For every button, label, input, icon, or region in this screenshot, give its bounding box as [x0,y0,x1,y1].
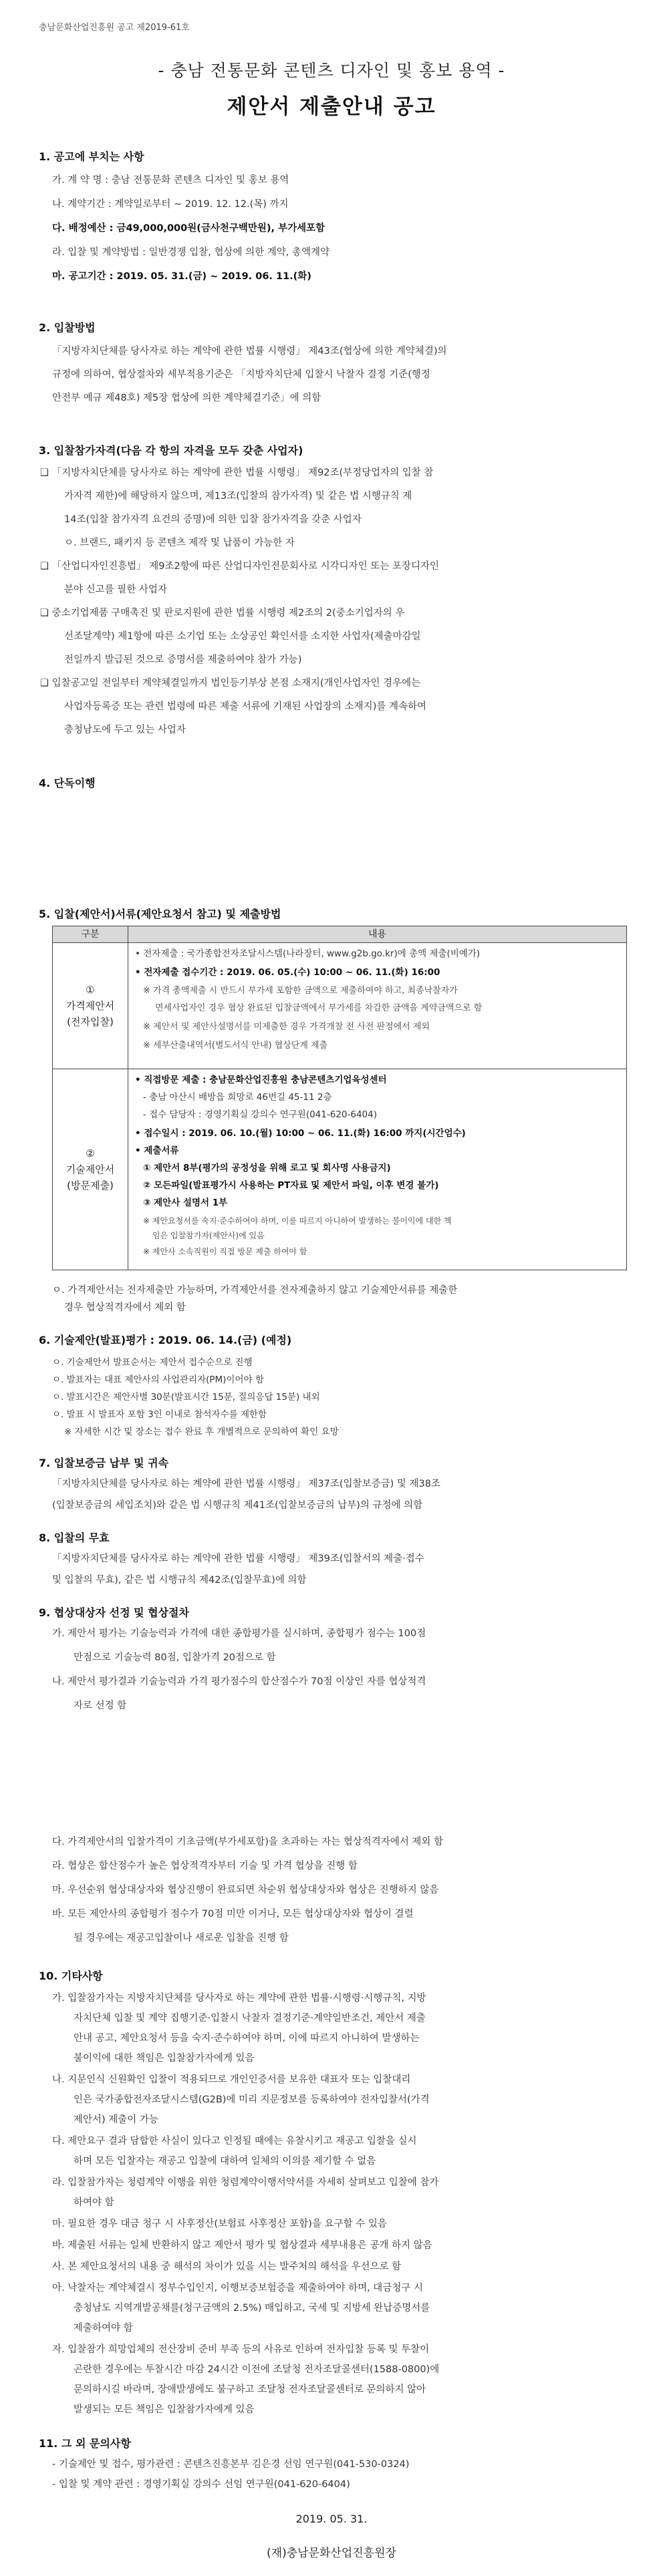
s10-line: 인은 국가종합전자조달시스템(G2B)에 미리 지문정보를 등록하여야 전자입찰서(가격 [74,2094,430,2105]
content-line: ※ 가격 총액제출 시 반드시 부가세 포함한 금액으로 제출하여야 하고, 최종낙찰자가 [143,986,458,996]
category-method: (전자입찰) [67,1016,114,1028]
s3-line: ❑ 「지방자치단체를 당사자로 하는 계약에 관한 법률 시행령」 제92조(부정당업자의 입찰 참 [40,468,434,478]
s3-line: ㅇ. 브랜드, 패키지 등 콘텐츠 제작 및 납품이 가능한 자 [64,538,295,548]
s10-line: 불이익에 대한 책임은 입찰참가자에게 있음 [74,2053,255,2064]
s6-line: ㅇ. 발표시간은 제안사별 30분(발표시간 15분, 질의응답 15분) 내외 [52,1392,320,1403]
s10-line: 하며 모든 입찰자는 재공고 입찰에 대하여 일체의 이의를 제기할 수 없음 [74,2156,376,2167]
tech-proposal-content [128,1069,627,1270]
issue-date: 2019. 05. 31. [295,2513,368,2525]
s10-line: 문의하시길 바라며, 장애발생에도 불구하고 조달청 전자조달콜센터로 문의하지 않아 [74,2384,426,2395]
s10-line: 발생되는 모든 책임은 입찰참가자에게 있음 [74,2404,255,2415]
s1-item: 가. 계 약 명 : 충남 전통문화 콘텐츠 디자인 및 홍보 용역 [52,175,289,186]
s9-line: 라. 협상은 합산점수가 높은 협상적격자부터 기술 및 가격 협상을 진행 함 [52,1861,358,1871]
content-line: • 전자제출 : 국가종합전자조달시스템(나라장터, www.g2b.go.kr)에 총액 제출(비예가) [135,948,481,959]
section-11-heading: 11. 그 외 문의사항 [39,2437,131,2450]
s10-line: 하여야 함 [74,2197,114,2208]
s10-line: 제안서) 제출이 가능 [74,2114,158,2125]
s9-line: 바. 모든 제안사의 종합평가 점수가 70점 미만 이거나, 모든 협상대상자와 협상이 결렬 [52,1909,414,1919]
content-line: - 접수 담당자 : 경영기획실 강의수 연구원(041-620-6404) [143,1109,377,1120]
section-1-heading: 1. 공고에 부치는 사항 [39,150,144,163]
s10-line: 자. 입찰참가 희망업체의 전산장비 준비 부족 등의 사유로 인하여 전자입찰 등록 및 투찰이 [52,2344,430,2355]
s10-line: 곤란한 경우에는 투찰시간 마감 24시간 이전에 조달청 전자조달콜센터(1588-0800)에 [74,2364,440,2375]
s1-item-period: 마. 공고기간 : 2019. 05. 31.(금) ~ 2019. 06. 11.(화) [52,271,311,282]
s6-line: ㅇ. 발표자는 대표 제안사의 사업관리자(PM)이어야 함 [52,1374,264,1385]
s6-line: ㅇ. 기술제안서 발표순서는 제안서 접수순으로 진행 [52,1357,253,1368]
s6-line: ※ 자세한 시간 및 장소는 접수 완료 후 개별적으로 문의하여 확인 요망 [64,1427,339,1437]
content-line: ① 제안서 8부(평가의 공정성을 위해 로고 및 회사명 사용금지) [143,1163,391,1173]
s1-item: 나. 계약기간 : 계약일로부터 ~ 2019. 12. 12.(목) 까지 [52,199,289,210]
s10-line: 마. 필요한 경우 대금 청구 시 사후정산(보험료 사후정산 포함)을 요구할 수 있음 [52,2219,387,2229]
category-label: 기술제안서 [65,1163,115,1175]
table-header-content: 내용 [128,926,627,943]
category-method: (방문제출) [67,1179,114,1191]
s9-line: 나. 제안서 평가결과 기술능력과 가격 평가점수의 합산점수가 70점 이상인 자를 협상적격 [52,1676,426,1687]
section-8-heading: 8. 입찰의 무효 [39,1531,110,1544]
section-5-heading: 5. 입찰(제안서)서류(제안요청서 참고) 및 제출방법 [39,908,281,920]
s10-line: 제출하여야 함 [74,2323,133,2334]
s9-line: 자로 선정 함 [74,1700,127,1711]
content-line: ※ 제안요청서를 숙지·준수하여야 하며, 이를 따르지 아니하여 발생하는 불이익에 대한 책 [143,1216,452,1226]
issuer-name: (재)충남문화산업진흥원장 [267,2547,396,2560]
s3-line: ❑ 입찰공고일 전일부터 계약체결일까지 법인등기부상 본점 소재지(개인사업자인 경우에는 [40,678,421,689]
page-title: 제안서 제출안내 공고 [227,95,436,119]
s8-line: 「지방자치단체를 당사자로 하는 계약에 관한 법률 시행령」 제39조(입찰서의 제출·접수 [52,1553,424,1564]
s3-line: 선조달계약) 제1항에 따른 소기업 또는 소상공인 확인서를 소지한 사업자(제출마감일 [64,631,421,642]
s10-line: 안내 공고, 제안요청서 등을 숙지·준수하여야 하며, 이에 따르지 아니하여 발생하는 [74,2033,420,2044]
s9-line: 마. 우선순위 협상대상자와 협상진행이 완료되면 차순위 협상대상자와 협상은 진행하지 않음 [52,1885,439,1895]
section-4-heading: 4. 단독이행 [39,777,96,789]
s7-line: 「지방자치단체를 당사자로 하는 계약에 관한 법률 시행령」 제37조(입찰보증금) 및 제38조 [52,1479,440,1489]
project-title: - 충남 전통문화 콘텐츠 디자인 및 홍보 용역 - [158,61,505,80]
s6-line: ㅇ. 발표 시 발표자 포함 3인 이내로 참석자수를 제한함 [52,1409,267,1420]
s3-line: 가자격 제한)에 해당하지 않으며, 제13조(입찰의 참가자격) 및 같은 법 시행규칙 제 [64,491,412,502]
s11-line: - 기술제안 및 접수, 평가관련 : 콘텐츠진흥본부 김은경 선임 연구원(041-530-0324) [52,2459,410,2470]
s10-line: 자치단체 입찰 및 계약 집행기준·입찰시 낙찰자 결정기준·계약일반조건, 제안서 제출 [74,2013,426,2024]
price-proposal-category [53,943,128,1069]
s2-line: 안전부 예규 제48호) 제5장 협상에 의한 계약체결기준」에 의함 [52,393,321,403]
s10-line: 라. 입찰참가자는 청렴계약 이행을 위한 청렴계약이행서약서를 자세히 살펴보고 입찰에 참가 [52,2177,439,2188]
tech-proposal-category [53,1069,128,1270]
s5-note: ㅇ. 가격제안서는 전자제출만 가능하며, 가격제안서를 전자제출하지 않고 기술제안서류를 제출한 [52,1285,458,1296]
s5-note: 경우 협상적격자에서 제외 함 [64,1302,186,1313]
s10-line: 가. 입찰참가자는 지방자치단체를 당사자로 하는 계약에 관한 법률·시행령·시행규칙, 지방 [52,1993,426,2004]
content-line: 임은 입찰참가자(제안사)에 있음 [152,1231,265,1240]
s1-item-budget: 다. 배정예산 : 금49,000,000원(금사천구백만원), 부가세포함 [52,223,325,234]
s3-line: 충청남도에 두고 있는 사업자 [64,725,186,735]
content-line: ③ 제안사 설명서 1부 [143,1198,228,1208]
s3-line: 전일까지 발급된 것으로 증명서를 제출하여야 참가 가능) [64,655,302,665]
content-line: • 직접방문 제출 : 충남문화산업진흥원 충남콘텐츠기업육성센터 [135,1075,387,1085]
s10-line: 바. 제출된 서류는 일체 반환하지 않고 제안서 평가 및 협상결과 세부내용은 공개 하지 않음 [52,2240,432,2251]
s3-line: ❑ 「산업디자인진흥법」 제9조2항에 따른 산업디자인전문회사로 시각디자인 또는 포장디자인 [40,561,439,572]
price-proposal-content [128,943,627,1069]
announcement-number: 충남문화산업진흥원 공고 제2019-61호 [39,23,190,33]
content-line: • 접수일시 : 2019. 06. 10.(월) 10:00 ~ 06. 11.(화) 16:00 까지(시간엄수) [135,1128,466,1139]
s9-line: 될 경우에는 재공고입찰이나 새로운 입찰을 진행 함 [74,1933,289,1944]
s11-line: - 입찰 및 계약 관련 : 경영기획실 강의수 선임 연구원(041-620-6404) [52,2479,350,2490]
s8-line: 및 입찰의 무효), 같은 법 시행규칙 제42조(입찰무효)에 의함 [52,1575,307,1586]
s3-line: ❑ 중소기업제품 구매촉진 및 판로지원에 관한 법률 시행령 제2조의 2(중소기업자의 우 [40,608,405,618]
s2-line: 규정에 의하여, 협상절차와 세부적용기준은 「지방자치단체 입찰시 낙찰자 결정 기준(행정 [52,369,430,380]
s7-line: (입찰보증금의 세입조치)와 같은 법 시행규칙 제41조(입찰보증금의 납부)의 규정에 의함 [52,1500,423,1511]
s3-line: 분야 신고를 필한 사업자 [64,584,167,595]
section-10-heading: 10. 기타사항 [39,1970,103,1982]
content-line: • 전자제출 접수기간 : 2019. 06. 05.(수) 10:00 ~ 06. 11.(화) 16:00 [135,967,440,978]
s10-line: 사. 본 제안요청서의 내용 중 해석의 차이가 있을 시는 발주처의 해석을 우선으로 함 [52,2261,402,2272]
table-header-row [53,926,627,943]
table-row [53,1069,627,1270]
s10-line: 충청남도 지역개발공채를(청구금액의 2.5%) 매입하고, 국세 및 지방세 완납증명서를 [74,2303,430,2314]
s9-line: 가. 제안서 평가는 기술능력과 가격에 대한 종합평가를 실시하며, 종합평가 점수는 100점 [52,1628,426,1639]
content-line: ※ 제안사 소속직원이 직접 방문 제출 하여야 함 [143,1247,307,1256]
s10-line: 아. 낙찰자는 계약체결시 정부수입인지, 이행보증보험증을 제출하여야 하며, 대금청구 시 [52,2283,423,2293]
content-line: ② 모든파일(발표평가시 사용하는 PT자료 및 제안서 파일, 이후 변경 불가) [143,1180,439,1191]
category-label: 가격제안서 [65,1000,115,1012]
section-6-heading: 6. 기술제안(발표)평가 : 2019. 06. 14.(금) (예정) [39,1334,292,1346]
s10-line: 다. 제안요구 결과 담합한 사실이 있다고 인정될 때에는 유찰시키고 재공고 입찰을 실시 [52,2136,417,2147]
s9-line: 다. 가격제안서의 입찰가격이 기초금액(부가세포함)을 초과하는 자는 협상적격자에서 제외 함 [52,1837,444,1847]
content-line: - 충남 아산시 배방읍 희망로 46번길 45-11 2층 [143,1092,332,1103]
section-2-heading: 2. 입찰방법 [39,321,96,334]
s9-line: 만점으로 기술능력 80점, 입찰가격 20점으로 함 [74,1652,276,1663]
table-row [53,943,627,1069]
section-7-heading: 7. 입찰보증금 납부 및 귀속 [39,1457,169,1469]
content-line: ※ 제안서 및 제안사설명서를 미제출한 경우 가격개찰 전 사전 판정에서 제외 [143,1022,430,1032]
s3-line: 14조(입찰 참가자격 요건의 증명)에 의한 입찰 참가자격을 갖춘 사업자 [64,514,362,525]
s3-line: 사업자등록증 또는 관련 법령에 따른 제출 서류에 기재된 사업장의 소재지)를 계속하여 [64,701,426,712]
section-9-heading: 9. 협상대상자 선정 및 협상절차 [39,1606,189,1619]
table-header-category: 구분 [53,926,128,943]
content-line: ※ 세부산출내역서(별도서식 안내) 협상단계 제출 [143,1041,328,1051]
content-line: • 제출서류 [135,1145,179,1156]
submission-table [52,926,627,1270]
category-number: ① [86,984,95,996]
category-number: ② [86,1147,95,1159]
s1-item: 라. 입찰 및 계약방법 : 일반경쟁 입찰, 협상에 의한 계약, 총액계약 [52,247,329,258]
s10-line: 나. 지문인식 신원확인 입찰이 적용되므로 개인인증서를 보유한 대표자 또는 입찰대리 [52,2074,411,2085]
content-line: 면세사업자인 경우 협상 완료된 입찰금액에서 부가세를 차감한 금액을 계약금액으로 함 [155,1003,483,1013]
s2-line: 「지방자치단체를 당사자로 하는 계약에 관한 법률 시행령」 제43조(협상에 의한 계약체결)의 [52,346,447,357]
section-3-heading: 3. 입찰참가자격(다음 각 항의 자격을 모두 갖춘 사업자) [39,444,303,457]
